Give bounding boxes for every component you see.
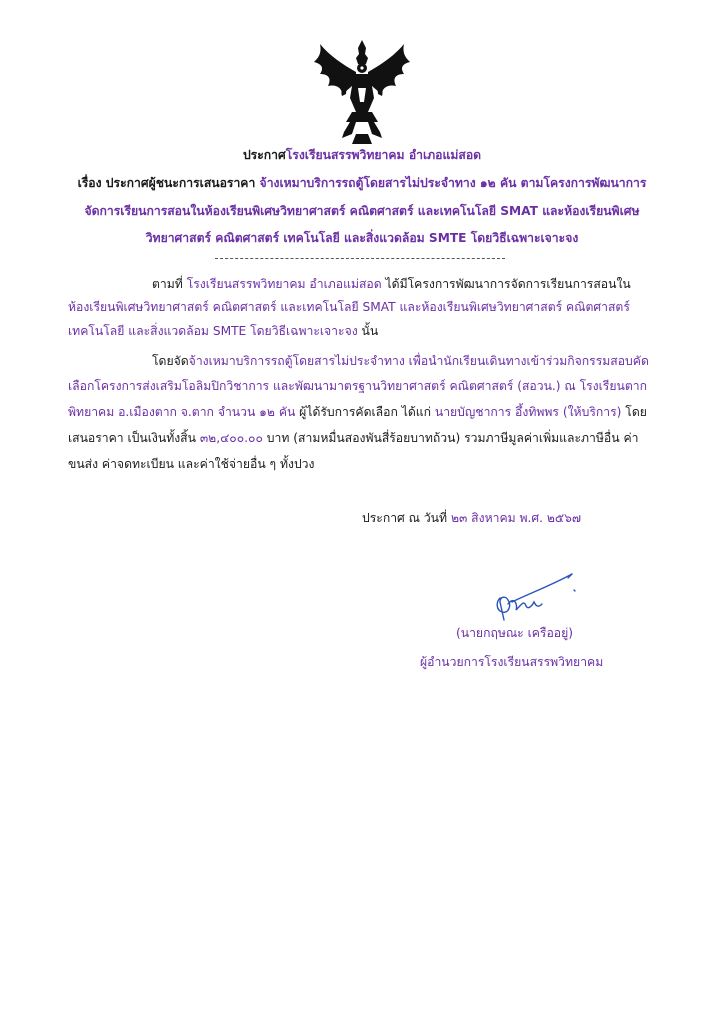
subject-text-1: จ้างเหมาบริการรถตู้โดยสารไม่ประจำทาง ๑๒ คัน ตามโครงการพัฒนาการ: [259, 176, 647, 190]
subject-text-3: วิทยาศาสตร์ คณิตศาสตร์ เทคโนโลยี และสิ่งแวดล้อม SMTE โดยวิธีเฉพาะเจาะจง: [145, 231, 579, 245]
para2-text: ผู้ได้รับการคัดเลือก ได้แก่: [295, 405, 435, 419]
para2-line5: ขนส่ง ค่าจดทะเบียน และค่าใช้จ่ายอื่น ๆ ทั้งปวง: [68, 457, 315, 471]
date-label: ประกาศ ณ วันที่: [362, 511, 451, 525]
para1-line2: ห้องเรียนพิเศษวิทยาศาสตร์ คณิตศาสตร์ และเทคโนโลยี SMAT และห้องเรียนพิเศษวิทยาศาสตร์ คณิตศาสตร์: [68, 300, 630, 314]
para2-service: จ้างเหมาบริการรถตู้โดยสารไม่ประจำทาง เพื่อนำนักเรียนเดินทางเข้าร่วมกิจกรรมสอบคัด: [188, 354, 649, 368]
signer-position: ผู้อำนวยการโรงเรียนสรรพวิทยาคม: [420, 655, 604, 669]
signer-name: (นายกฤษณะ เครืออยู่): [456, 626, 573, 640]
para2-line2: เลือกโครงการส่งเสริมโอลิมปิกวิชาการ และพัฒนามาตรฐานวิทยาศาสตร์ คณิตศาสตร์ (สอวน.) ณ โรงเรียนตาก: [68, 379, 647, 393]
para2-location: พิทยาคม อ.เมืองตาก จ.ตาก จำนวน ๑๒ คัน: [68, 405, 296, 419]
announcement-title-prefix: ประกาศ: [242, 148, 286, 162]
para1-method: เทคโนโลยี และสิ่งแวดล้อม SMTE โดยวิธีเฉพาะเจาะจง: [68, 324, 358, 338]
announcement-date: [362, 509, 581, 527]
para1-text: ตามที่: [152, 277, 187, 291]
para2-line4: [68, 429, 638, 447]
para1-school: โรงเรียนสรรพวิทยาคม อำเภอแม่สอด: [186, 277, 382, 291]
para1-text: ได้มีโครงการพัฒนาการจัดการเรียนการสอนใน: [381, 277, 631, 291]
para2-line3: [68, 403, 647, 421]
signature-icon: [488, 568, 580, 628]
para2-line1: [152, 352, 649, 370]
school-name: โรงเรียนสรรพวิทยาคม อำเภอแม่สอด: [285, 148, 482, 162]
para1-line3: [68, 322, 378, 340]
para2-text: เสนอราคา เป็นเงินทั้งสิ้น: [68, 431, 200, 445]
para1-text: นั้น: [357, 324, 379, 338]
para2-text: โดย: [621, 405, 647, 419]
subject-text-2: จัดการเรียนการสอนในห้องเรียนพิเศษวิทยาศาสตร์ คณิตศาสตร์ และเทคโนโลยี SMAT และห้องเรียนพิเศษ: [84, 204, 640, 218]
separator-line: [215, 258, 505, 259]
bid-amount: ๓๒,๔๐๐.๐๐: [199, 431, 263, 445]
subject-line: [0, 174, 724, 192]
garuda-emblem-icon: [312, 38, 412, 146]
para2-text: โดยจัด: [152, 354, 189, 368]
announcement-title: [0, 146, 724, 164]
date-value: ๒๓ สิงหาคม พ.ศ. ๒๕๖๗: [450, 511, 582, 525]
subject-label: เรื่อง ประกาศผู้ชนะการเสนอราคา: [77, 176, 256, 190]
para2-text: บาท (สามหมื่นสองพันสี่ร้อยบาทถ้วน) รวมภาษีมูลค่าเพิ่มและภาษีอื่น ค่า: [262, 431, 639, 445]
para1-line1: [152, 275, 631, 293]
winner-name: นายบัญชาการ อึ้งทิพพร (ให้บริการ): [434, 405, 622, 419]
